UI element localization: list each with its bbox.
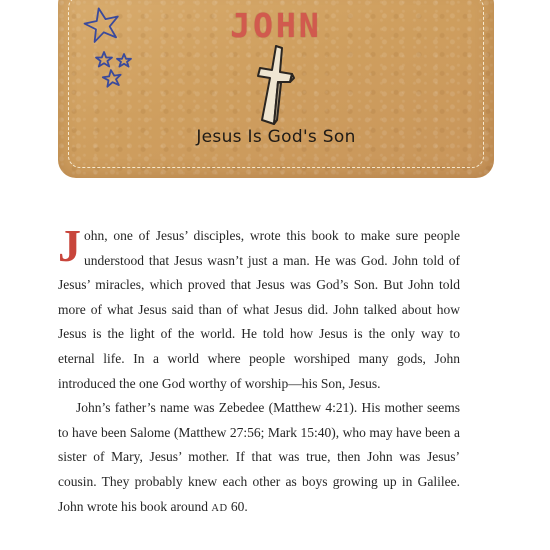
book-subtitle: Jesus Is God's Son xyxy=(196,127,356,147)
cross-icon xyxy=(254,42,302,126)
era-label: AD xyxy=(211,502,228,514)
book-header-card xyxy=(58,0,494,178)
paragraph-intro-text: ohn, one of Jesus’ disciples, wrote this book to make sure people understood that Jesus wasn’t just a man. He was God. John told of Jesus’ miracles, which proved that Jesus was God’s Son. But John told more of what Jesus said than of what Jesus did. John talked about how Jesus is the light of the world. He told how Jesus is the only way to eternal life. In a world where people worshiped many gods, John introduced the one God worthy of worship—his Son, Jesus. xyxy=(58,228,460,391)
body-text xyxy=(58,220,460,521)
paragraph-family-text: John’s father’s name was Zebedee (Matthew 4:21). His mother seems to have been Salome (Matthew 27:56; Mark 15:40), who may have been a sister of Mary, Jesus’ mother. If that was true, then John was Jesus’ cousin. They probably knew each other as boys growing up in Galilee. John wrote his book around xyxy=(58,400,460,514)
drop-cap: J xyxy=(58,220,81,271)
paragraph-intro xyxy=(58,220,460,396)
paragraph-family xyxy=(58,396,460,521)
year-text: 60. xyxy=(230,498,248,514)
book-title: JOHN xyxy=(230,6,322,45)
